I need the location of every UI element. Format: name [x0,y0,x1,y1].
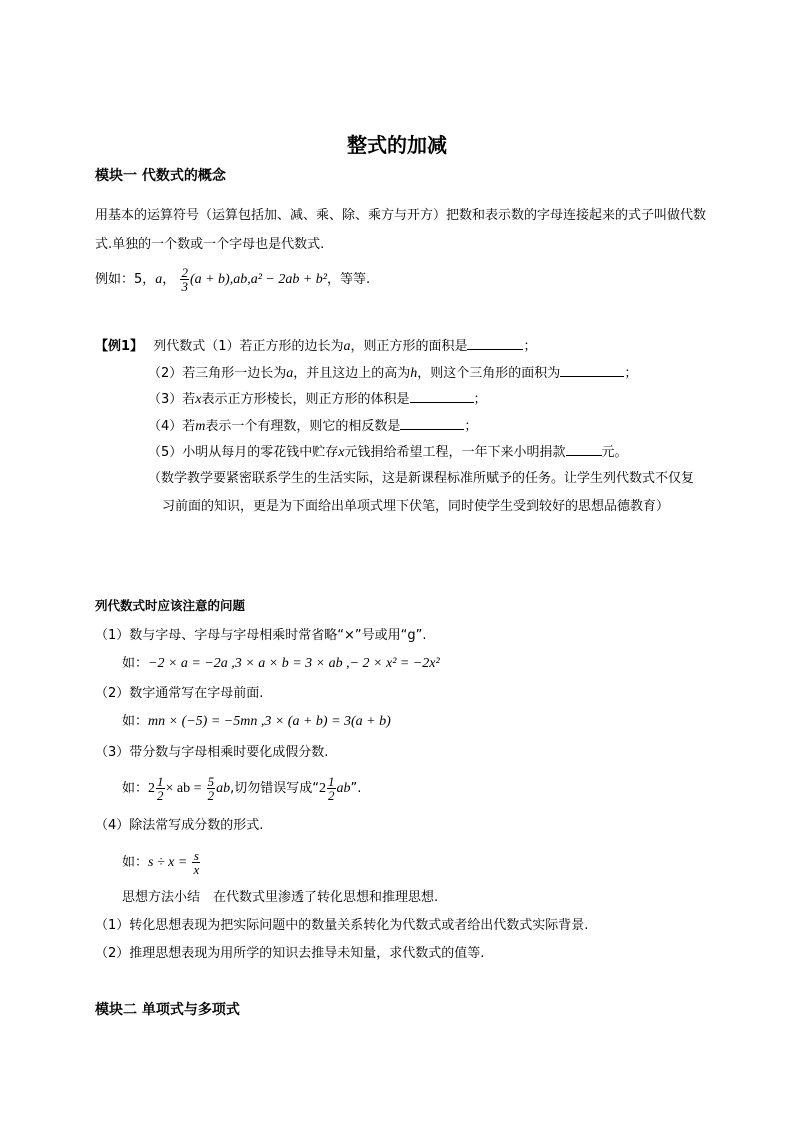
notes-heading: 列代数式时应该注意的问题 [95,598,246,613]
example-suffix: ，等等. [327,272,371,287]
example-var-a: a [155,272,163,287]
definition-line-2: 式.单独的一个数或一个字母也是代数式. [95,237,325,252]
example1-item-4: （4）若m表示一个有理数，则它的相反数是 ； [148,419,478,434]
definition-line-1: 用基本的运算符号（运算包括加、减、乘、除、乘方与开方）把数和表示数的字母连接起来的式子叫做代数 [95,208,707,223]
example1-item-5: （5）小明从每月的零花钱中贮存x元钱捐给希望工程，一年下来小明捐款 元。 [148,445,628,460]
example1-item-3: （3）若x表示正方形棱长，则正方形的体积是 ； [148,392,487,407]
method-summary: 思想方法小结 在代数式里渗透了转化思想和推理思想. [122,890,439,905]
module2-heading: 模块二 单项式与多项式 [95,1002,240,1018]
summary-point-2: （2）推理思想表现为用所学的知识去推导未知量，求代数式的值等. [95,946,485,961]
answer-blank[interactable] [560,364,624,377]
note-3-example: 如：2 $\frac{1}{2}$ × ab = $\frac{5}{2}$ ab,切勿错误写成“2 $\frac{1}{2}$ ab”. [122,774,362,803]
note-1: （1）数与字母、字母与字母相乘时常省略“×”号或用“g”. [95,628,427,643]
note-1-example: 如：−2 × a = −2a ,3 × a × b = 3 × ab ,− 2 × x² = −2x² [122,656,440,671]
note-2: （2）数字通常写在字母前面. [95,686,264,701]
note-2-example: 如：mn × (−5) = −5mn ,3 × (a + b) = 3(a + b) [122,714,391,729]
example-fraction: $\frac{2}{3}$ [181,265,188,294]
example-mid: ， [162,272,176,287]
page-title: 整式的加减 [347,133,447,157]
note-3: （3）带分数与字母相乘时要化成假分数. [95,745,329,760]
module1-heading: 模块一 代数式的概念 [95,168,226,184]
example1-label: 【例1】 [95,339,144,354]
example1-item-1: 【例1】 列代数式（1）若正方形的边长为a，则正方形的面积是 ； [95,339,537,354]
summary-point-1: （1）转化思想表现为把实际问题中的数量关系转化为代数式或者给出代数式实际背景. [95,918,589,933]
note-4-example: 如：s ÷ x = $\frac{s}{x}$ [122,848,200,877]
example1-note-line-1: （数学教学要紧密联系学生的生活实际，这是新课程标准所赋予的任务。让学生列代数式不仅复 [148,471,695,486]
answer-blank[interactable] [467,337,523,350]
note-4: （4）除法常写成分数的形式. [95,818,264,833]
example-line [95,266,370,294]
example-expression: (a + b),ab,a² − 2ab + b² [189,272,327,287]
example-prefix: 例如：5， [95,272,156,287]
example1-note-line-2: 习前面的知识，更是为下面给出单项式埋下伏笔，同时使学生受到较好的思想品德教育） [162,499,670,514]
answer-blank[interactable] [566,443,602,456]
example1-item-2: （2）若三角形一边长为a，并且这边上的高为h，则这个三角形的面积为 ； [148,366,638,381]
answer-blank[interactable] [400,417,464,430]
answer-blank[interactable] [410,390,474,403]
